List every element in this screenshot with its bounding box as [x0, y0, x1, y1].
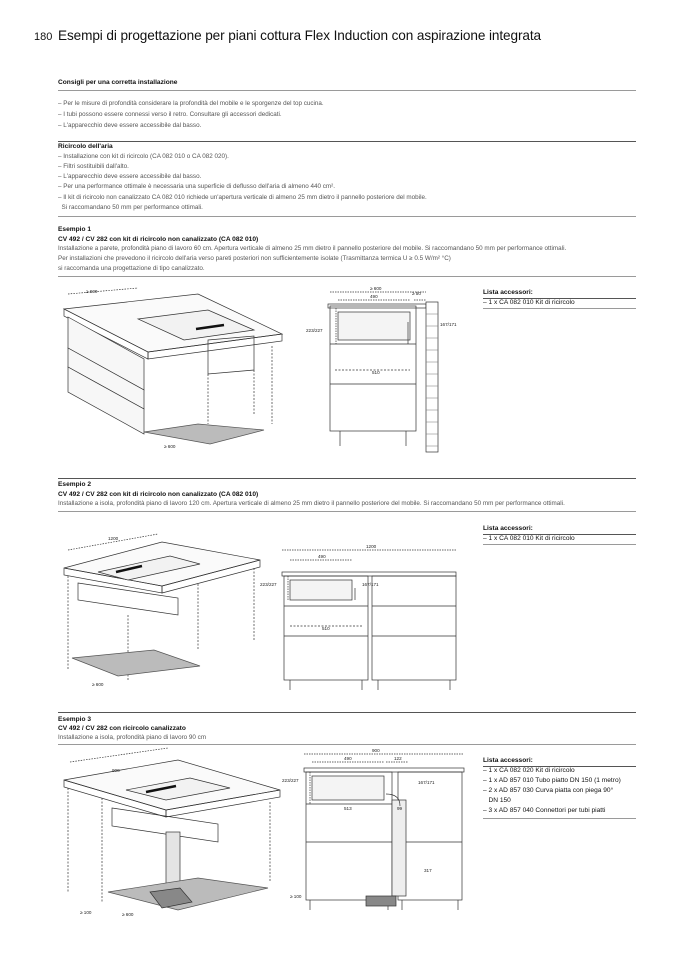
example-2-front-drawing: [262, 540, 472, 700]
example-1-front-gap-dim: ≥ 50: [412, 291, 421, 296]
example-2-persp-bottom-dim: ≥ 600: [92, 682, 104, 687]
recirc-line: – L'apparecchio deve essere accessibile dal basso.: [58, 173, 202, 180]
divider: [58, 744, 636, 745]
example-1-front-height-dim: 223/227: [306, 328, 323, 333]
example-1-label: Esempio 1: [58, 226, 91, 233]
divider: [483, 544, 636, 545]
example-2-persp-top-dim: 1200: [108, 536, 119, 541]
example-1-front-drawing: [300, 284, 470, 454]
example-1-perspective-drawing: [58, 284, 288, 454]
example-3-persp-left-dim: ≥ 100: [80, 910, 92, 915]
example-2-perspective-drawing: [58, 520, 268, 690]
example-1-desc: Installazione a parete, profondità piano di lavoro 60 cm. Apertura verticale di almeno 25 mm dietro il pannello posteriore del mobile. Si raccomandano 50 mm per performance ottimali.: [58, 245, 567, 252]
divider: [58, 276, 636, 277]
page-number: 180: [34, 31, 53, 43]
example-3-plinth-dim: 317: [424, 868, 432, 873]
example-3-front-width-dim: 513: [344, 806, 352, 811]
example-2-front-height-dim: 223/227: [260, 582, 277, 587]
recirc-line: – Filtri sostituibili dall'alto.: [58, 163, 129, 170]
install-heading: Consigli per una corretta installazione: [58, 79, 178, 86]
divider: [58, 90, 636, 91]
example-1-accessories-title: Lista accessori:: [483, 289, 533, 296]
example-1-desc: Per installazioni che prevedono il ricircolo dell'aria verso pareti posteriori non sufficientemente isolate (Trasmittanza termica U ≥ 0.5 W/m² °C): [58, 255, 451, 262]
example-3-persp-top-dim: 900: [112, 768, 120, 773]
example-3-front-drawing: [280, 746, 480, 916]
example-1-accessory: – 1 x CA 082 010 Kit di ricircolo: [483, 299, 575, 306]
recirc-line: – Per una performance ottimale è necessaria una superficie di deflusso dell'aria di almeno 440 cm².: [58, 183, 336, 190]
install-line: – I tubi possono essere connessi verso il retro. Consultare gli accessori dedicati.: [58, 111, 282, 118]
example-2-side-dim: 167/171: [362, 582, 379, 587]
example-1-persp-top-dim: ≥ 600: [86, 289, 98, 294]
example-1-front-inner-dim: 490: [370, 294, 378, 299]
install-line: – L'apparecchio deve essere accessibile dal basso.: [58, 122, 202, 129]
divider: [58, 511, 636, 512]
example-3-subtitle: CV 492 / CV 282 con ricircolo canalizzato: [58, 725, 186, 732]
recirc-line: – Installazione con kit di ricircolo (CA 082 010 o CA 082 020).: [58, 153, 229, 160]
recirc-line: – Il kit di ricircolo non canalizzato CA 082 010 richiede un'apertura verticale di almeno 25 mm dietro il pannello posteriore del mobile.: [58, 194, 427, 201]
example-2-front-width-dim: 510: [322, 626, 330, 631]
example-1-subtitle: CV 492 / CV 282 con kit di ricircolo non canalizzato (CA 082 010): [58, 236, 259, 243]
example-1-front-total-dim: ≥ 600: [370, 286, 382, 291]
divider: [58, 141, 636, 142]
divider: [483, 818, 636, 819]
divider: [483, 308, 636, 309]
example-2-front-inner-dim: 490: [318, 554, 326, 559]
example-2-label: Esempio 2: [58, 481, 91, 488]
example-3-desc: Installazione a isola, profondità piano di lavoro 90 cm: [58, 734, 207, 741]
example-3-accessory: – 1 x CA 082 020 Kit di ricircolo: [483, 767, 575, 774]
example-2-front-total-dim: 1200: [366, 544, 377, 549]
recirc-heading: Ricircolo dell'aria: [58, 143, 113, 150]
divider: [58, 216, 636, 217]
example-3-accessory: – 3 x AD 857 040 Connettori per tubi piatti: [483, 807, 606, 814]
example-3-accessory: DN 150: [483, 797, 511, 804]
example-3-side-dim: 167/171: [418, 780, 435, 785]
example-3-persp-bottom-dim: ≥ 600: [122, 912, 134, 917]
example-3-label: Esempio 3: [58, 716, 91, 723]
example-3-accessory: – 2 x AD 857 030 Curva piatta con piega 90°: [483, 787, 614, 794]
divider: [58, 478, 636, 479]
page-title: Esempi di progettazione per piani cottura Flex Induction con aspirazione integrata: [58, 28, 541, 43]
example-1-wall-dim: 167/171: [440, 322, 457, 327]
example-1-desc: si raccomanda una progettazione di tipo canalizzato.: [58, 265, 205, 272]
recirc-line: Si raccomandano 50 mm per performance ottimali.: [58, 204, 203, 211]
example-3-accessories-title: Lista accessori:: [483, 757, 533, 764]
example-3-front-gap-dim: 122: [394, 756, 402, 761]
example-1-persp-bottom-dim: ≥ 600: [164, 444, 176, 449]
divider: [58, 712, 636, 713]
example-2-accessory: – 1 x CA 082 010 Kit di ricircolo: [483, 535, 575, 542]
example-3-floor-dim: ≥ 100: [290, 894, 302, 899]
example-3-perspective-drawing: [58, 752, 288, 922]
example-2-subtitle: CV 492 / CV 282 con kit di ricircolo non canalizzato (CA 082 010): [58, 491, 259, 498]
example-2-desc: Installazione a isola, profondità piano di lavoro 120 cm. Apertura verticale di almeno 25 mm dietro il pannello posteriore del mobile. Si raccomandano 50 mm per performance ottimali.: [58, 500, 565, 507]
example-1-front-width-dim: 510: [372, 370, 380, 375]
example-2-accessories-title: Lista accessori:: [483, 525, 533, 532]
example-3-front-inner-dim: 490: [344, 756, 352, 761]
example-3-front-duct-dim: 99: [397, 806, 403, 811]
install-line: – Per le misure di profondità considerare la profondità del mobile e le sporgenze del top cucina.: [58, 100, 324, 107]
example-3-front-total-dim: 900: [372, 748, 380, 753]
example-3-front-height-dim: 223/227: [282, 778, 299, 783]
example-3-accessory: – 1 x AD 857 010 Tubo piatto DN 150 (1 metro): [483, 777, 621, 784]
